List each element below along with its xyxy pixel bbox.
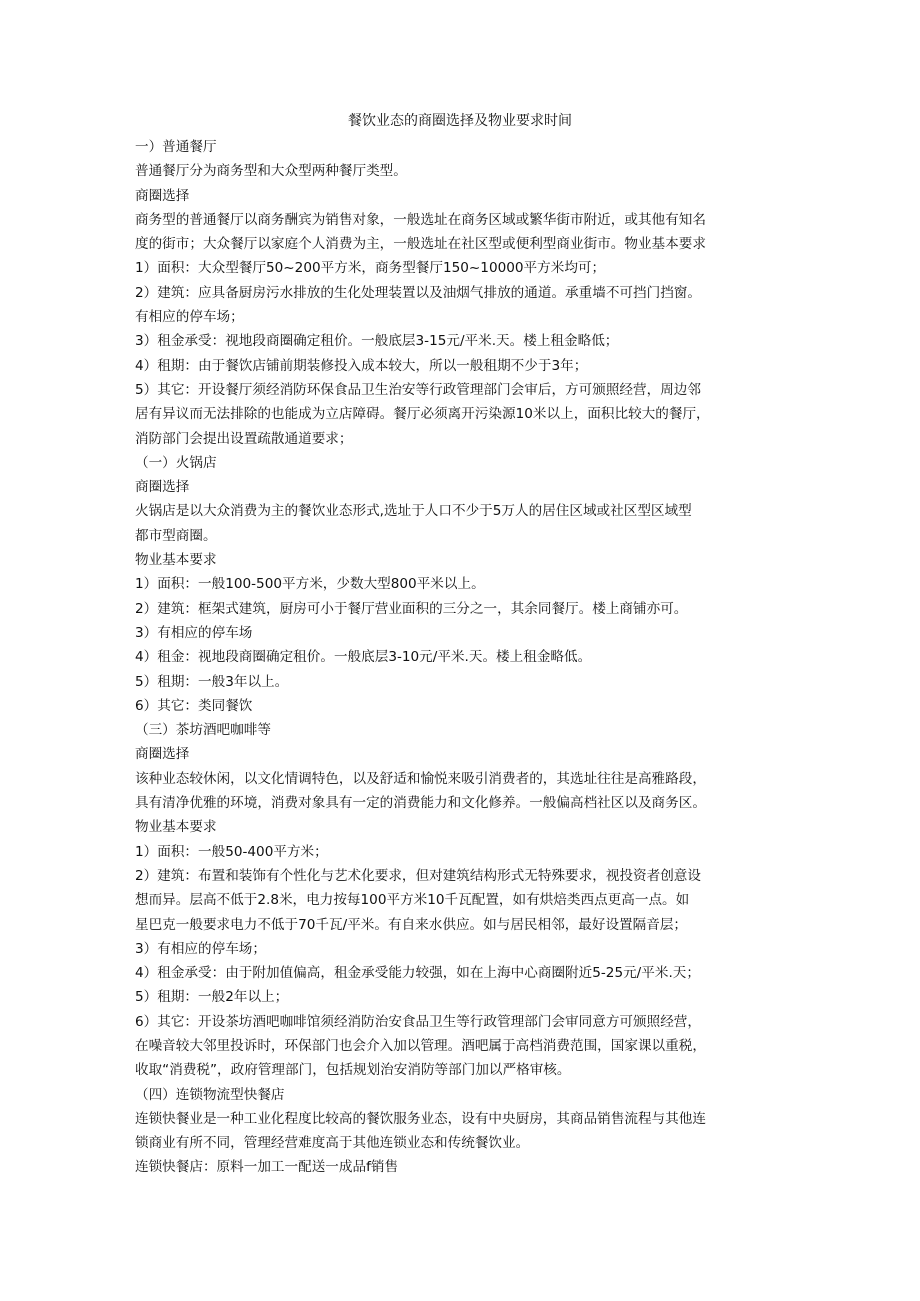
text-line: 1）面积：一般50-400平方米；	[135, 843, 328, 860]
text-line: 一）普通餐厅	[135, 139, 217, 155]
text-line: 物业基本要求	[135, 819, 217, 836]
text-line: 收取“消费税”，政府管理部门，包括规划治安消防等部门加以严格审核。	[135, 1062, 571, 1079]
text-line: 6）其它：类同餐饮	[135, 697, 253, 714]
text-line: 消防部门会提出设置疏散通道要求；	[135, 430, 353, 447]
text-line: 4）租金承受：由于附加值偏高，租金承受能力较强，如在上海中心商圈附近5-25元/平米.天；	[135, 965, 700, 982]
text-line: （四）连锁物流型快餐店	[135, 1086, 285, 1103]
text-line: 有相应的停车场；	[135, 309, 244, 326]
text-line: 5）租期：一般3年以上。	[135, 673, 289, 690]
text-line: 度的街市；大众餐厅以家庭个人消费为主，一般选址在社区型或便利型商业街市。物业基本要求	[135, 236, 706, 253]
text-line: 商圈选择	[135, 479, 190, 496]
text-line: 该种业态较休闲，以文化情调特色，以及舒适和愉悦来吸引消费者的，其选址往往是高雅路段，	[135, 770, 706, 787]
text-line: 火锅店是以大众消费为主的餐饮业态形式,选址于人口不少于5万人的居住区域或社区型区域型	[135, 503, 692, 520]
text-line: （一）火锅店	[135, 454, 217, 471]
text-line: 商圈选择	[135, 187, 190, 204]
text-line: 普通餐厅分为商务型和大众型两种餐厅类型。	[135, 163, 407, 180]
text-line: 都市型商圈。	[135, 527, 217, 544]
text-line: 连锁快餐店：原料一加工一配送一成品f销售	[135, 1159, 399, 1176]
text-line: 6）其它：开设茶坊酒吧咖啡馆须经消防治安食品卫生等行政管理部门会审同意方可颁照经营，	[135, 1013, 701, 1030]
text-line: 2）建筑：布置和装饰有个性化与艺术化要求，但对建筑结构形式无特殊要求，视投资者创意设	[135, 867, 701, 884]
text-line: 具有清净优雅的环境，消费对象具有一定的消费能力和文化修养。一般偏高档社区以及商务区。	[135, 795, 706, 812]
text-line: 4）租金：视地段商圈确定租价。一般底层3-10元/平米.天。楼上租金略低。	[135, 649, 592, 666]
text-line: （三）茶坊酒吧咖啡等	[135, 722, 271, 739]
text-line: 2）建筑：应具备厨房污水排放的生化处理装置以及油烟气排放的通道。承重墙不可挡门挡窗。	[135, 284, 701, 301]
text-line: 连锁快餐业是一种工业化程度比较高的餐饮服务业态，设有中央厨房，其商品销售流程与其他连	[135, 1110, 706, 1127]
text-line: 在噪音较大邻里投诉时，环保部门也会介入加以管理。酒吧属于高档消费范围，国家课以重税，	[135, 1037, 706, 1054]
text-line: 想而异。层高不低于2.8米，电力按每100平方米10千瓦配置，如有烘焙类西点更高一点。如	[135, 892, 690, 909]
text-line: 物业基本要求	[135, 552, 217, 569]
document-body	[135, 135, 795, 1180]
text-line: 锁商业有所不同，管理经营难度高于其他连锁业态和传统餐饮业。	[135, 1135, 530, 1152]
text-line: 3）租金承受：视地段商圈确定租价。一般底层3-15元/平米.天。楼上租金略低；	[135, 333, 619, 350]
text-line: 5）其它：开设餐厅须经消防环保食品卫生治安等行政管理部门会审后，方可颁照经营，周边邻	[135, 381, 701, 398]
text-line: 1）面积：大众型餐厅50~200平方米，商务型餐厅150~10000平方米均可；	[135, 260, 606, 277]
text-line: 商务型的普通餐厅以商务酬宾为销售对象，一般选址在商务区域或繁华街市附近，或其他有知名	[135, 211, 706, 228]
text-line: 星巴克一般要求电力不低于70千瓦/平米。有自来水供应。如与居民相邻，最好设置隔音层；	[135, 916, 688, 933]
document-title: 餐饮业态的商圈选择及物业要求时间	[348, 113, 572, 129]
text-line: 1）面积：一般100-500平方米，少数大型800平米以上。	[135, 576, 485, 593]
text-line: 居有异议而无法排除的也能成为立店障碍。餐厅必须离开污染源10米以上，面积比较大的餐厅，	[135, 406, 710, 423]
text-line: 2）建筑：框架式建筑，厨房可小于餐厅营业面积的三分之一，其余同餐厅。楼上商铺亦可。	[135, 600, 688, 617]
text-line: 3）有相应的停车场；	[135, 940, 266, 957]
text-line: 3）有相应的停车场	[135, 624, 253, 641]
text-line: 5）租期：一般2年以上；	[135, 989, 289, 1006]
text-line: 商圈选择	[135, 746, 190, 763]
text-line: 4）租期：由于餐饮店铺前期装修投入成本较大，所以一般租期不少于3年；	[135, 357, 588, 374]
